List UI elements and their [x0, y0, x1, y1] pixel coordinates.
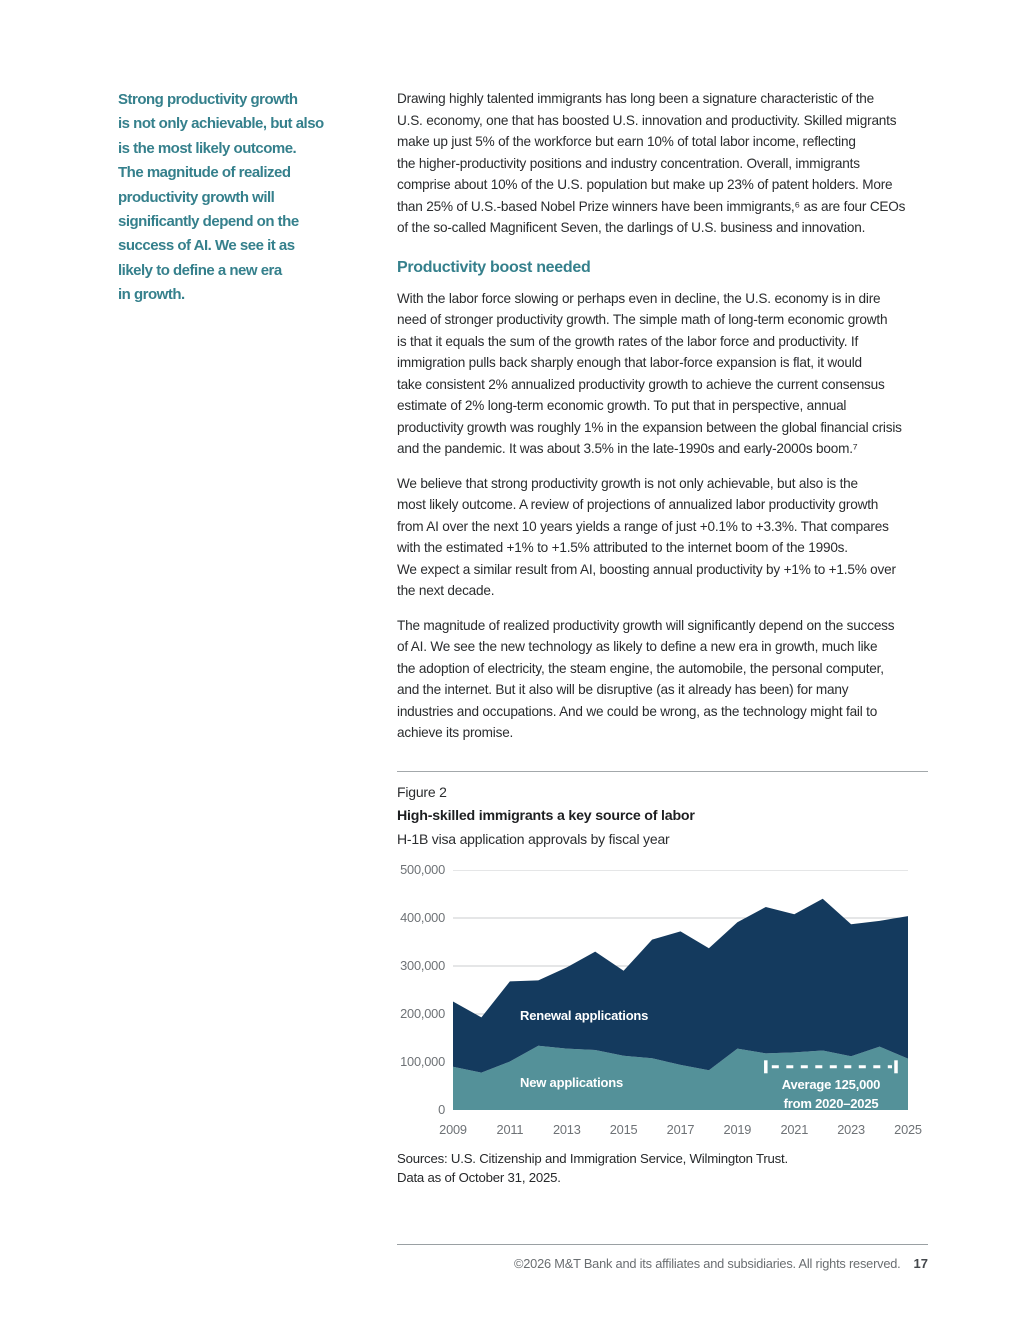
- pull-quote: Strong productivity growth is not only achievable, but also is the most likely outcome. The magnitude of realized productivity growth will significantly depend on the success of AI. We see it as likely to define a new era in growth.: [118, 91, 324, 304]
- y-tick-label: 500,000: [400, 861, 445, 877]
- x-tick-label: 2009: [439, 1121, 467, 1137]
- x-tick-label: 2025: [894, 1121, 922, 1137]
- y-tick-label: 200,000: [400, 1005, 445, 1021]
- copyright-text: ©2026 M&T Bank and its affiliates and subsidiaries. All rights reserved.: [514, 1256, 901, 1271]
- x-tick-label: 2015: [609, 1121, 638, 1137]
- renewal-series-label: Renewal applications: [520, 1007, 649, 1023]
- x-tick-label: 2013: [552, 1121, 581, 1137]
- x-tick-label: 2011: [496, 1121, 524, 1137]
- paragraph-magnitude: The magnitude of realized productivity growth will significantly depend on the success of AI. We see the new technology as likely to define a new era in growth, much like the adoption of electricity, the steam engine, the automobile, the personal computer, and the internet. But it also will be disruptive (as it already has been) for many industries and occupations. And we could be wrong, as the technology might fail to achieve its promise.: [397, 617, 895, 740]
- y-tick-label: 400,000: [400, 909, 445, 925]
- x-tick-label: 2023: [837, 1121, 865, 1137]
- figure-subtitle: H-1B visa application approvals by fiscal year: [397, 830, 670, 847]
- y-tick-label: 0: [438, 1101, 445, 1117]
- x-tick-label: 2017: [666, 1121, 695, 1137]
- average-annotation: [756, 1075, 906, 1113]
- page-footer: [397, 1244, 928, 1271]
- page-number: 17: [913, 1256, 928, 1271]
- paragraph-labor-force: With the labor force slowing or perhaps even in decline, the U.S. economy is in dire need of stronger productivity growth. The simple math of long-term economic growth is that it equals the sum of the growth rates of the labor force and productivity. If immigration pulls back sharply enough that labor-force expansion is flat, it would take consistent 2% annualized productivity growth to achieve the current consensus estimate of 2% long-term economic growth. To put that in perspective, annual productivity growth was roughly 1% in the expansion between the global financial crisis and the pandemic. It was about 3.5% in the late-1990s and early-2000s boom.⁷: [397, 290, 902, 456]
- figure-divider: [397, 771, 928, 772]
- figure-sources: Sources: U.S. Citizenship and Immigration Service, Wilmington Trust. Data as of October 31, 2025.: [397, 1150, 788, 1185]
- section-heading: Productivity boost needed: [397, 258, 591, 276]
- paragraph-productivity-belief: We believe that strong productivity growth is not only achievable, but also is the most likely outcome. A review of projections of annualized labor productivity growth from AI over the next 10 years yields a range of just +0.1% to +3.3%. That compares with the estimated +1% to +1.5% attributed to the internet boom of the 1990s. We expect a similar result from AI, boosting annual productivity by +1% to +1.5% over the next decade.: [397, 475, 896, 598]
- average-annotation-line2: from 2020–2025: [783, 1095, 879, 1111]
- h1b-stacked-area-chart: [397, 863, 928, 1135]
- new-series-label: New applications: [520, 1074, 623, 1090]
- stacked-area-plot: [453, 870, 908, 1110]
- paragraph-immigrants: Drawing highly talented immigrants has long been a signature characteristic of the U.S. economy, one that has boosted U.S. innovation and productivity. Skilled migrants make up just 5% of the workforce but earn 10% of total labor income, reflecting the higher-productivity positions and industry concentration. Overall, immigrants comprise about 10% of the U.S. population but make up 23% of patent holders. More than 25% of U.S.-based Nobel Prize winners have been immigrants,⁶ as are four CEOs of the so-called Magnificent Seven, the darlings of U.S. business and innovation.: [397, 91, 906, 235]
- average-annotation-line1: Average 125,000: [781, 1076, 881, 1092]
- y-tick-label: 300,000: [400, 957, 445, 973]
- figure-title: High-skilled immigrants a key source of labor: [397, 807, 695, 824]
- y-tick-label: 100,000: [400, 1053, 445, 1069]
- footer-divider: [397, 1244, 928, 1245]
- figure-label: Figure 2: [397, 783, 447, 800]
- x-tick-label: 2021: [780, 1121, 809, 1137]
- article-column: [397, 88, 942, 1188]
- x-tick-label: 2019: [723, 1121, 752, 1137]
- renewal-applications-area: [453, 898, 908, 1072]
